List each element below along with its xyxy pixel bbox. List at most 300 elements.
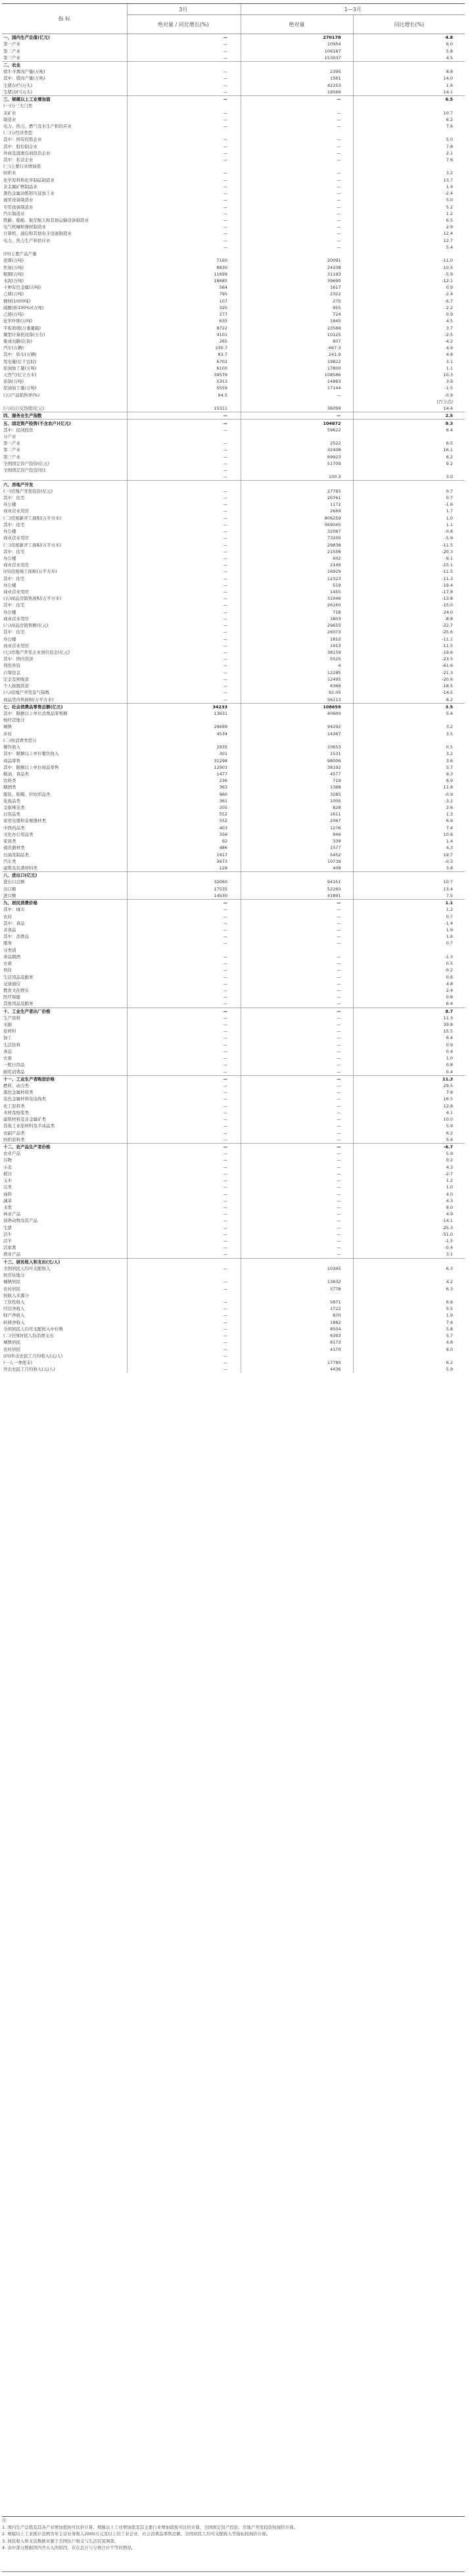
table-row [2,967,465,973]
row-label: 焦炭(万吨) [3,264,24,270]
ytd-value: — [241,973,353,980]
table-row [2,1177,465,1184]
table-row [2,501,465,508]
ytd-growth: -19.6 [353,649,465,656]
table-row [2,365,465,372]
table-row [2,1299,465,1305]
month-value: — [127,1055,239,1061]
table-row [2,1353,465,1359]
row-label: 蔬菜 [3,1198,12,1203]
ytd-value: 104872 [241,420,353,427]
row-label: 集成电路(亿块) [3,338,33,344]
table-row [2,1326,465,1332]
row-label: 交通通信 [3,981,20,986]
month-value: 635 [127,318,239,324]
row-label: 城镇 [3,724,12,730]
ytd-growth: -6.7 [353,1143,465,1150]
ytd-value: — [241,412,353,420]
table-row [2,933,465,940]
table-row [2,1258,465,1265]
month-value: — [127,1034,239,1041]
ytd-value: 4436 [241,1366,353,1373]
row-label: 九、居民消费价格 [2,900,127,907]
row-label: 衣着 [3,961,12,967]
ytd-growth [353,717,465,723]
ytd-growth: 4.0 [353,1190,465,1197]
row-label: 个人按揭贷款 [3,683,29,689]
month-value: — [127,1326,239,1332]
month-value: 39579 [127,372,239,378]
table-header [2,4,465,34]
month-value [127,481,239,488]
row-label: 自筹资金 [3,669,20,675]
table-row [2,278,465,284]
row-label: 原油加工量(万吨) [3,385,37,391]
ytd-growth: 0.6 [353,973,465,980]
ytd-growth: 6.3 [353,1285,465,1292]
table-row [2,865,465,872]
ytd-growth: 1.9 [353,927,465,933]
ytd-growth: 5.0 [353,197,465,203]
ytd-value: — [241,1048,353,1055]
month-value: — [127,589,239,595]
ytd-growth [353,947,465,954]
row-label: 其中：国内贷款 [3,656,34,662]
row-label: 电力、热力生产和供应业 [3,237,51,243]
ytd-growth: 6.0 [353,41,465,47]
ytd-value: 241.9 [241,351,353,358]
row-label: 餐饮收入 [3,744,20,750]
month-value: — [127,622,239,629]
table-row [2,1082,465,1089]
month-value: — [127,177,239,183]
ytd-growth: -8.8 [353,616,465,622]
ytd-growth: 5.9 [353,1366,465,1373]
row-label: 其中：住宅 [3,575,25,581]
month-value: — [127,906,239,913]
ytd-value: 2395 [241,68,353,75]
ytd-growth: 0.8 [353,1061,465,1068]
table-row [2,1150,465,1157]
ytd-value: 1561 [241,75,353,82]
table-row [2,831,465,838]
ytd-value: 41891 [241,892,353,900]
ytd-value: 1005 [241,798,353,804]
month-value: 5313 [127,378,239,385]
ytd-value: — [241,933,353,940]
ytd-growth: 6.5 [353,95,465,103]
month-value [127,163,239,170]
month-value: 4534 [127,731,239,737]
ytd-value: 23566 [241,324,353,331]
ytd-value: 519 [241,582,353,589]
table-row [2,555,465,562]
ytd-value: 38192 [241,764,353,771]
row-label: 汽车类 [3,858,16,864]
ytd-growth: 5.8 [353,47,465,54]
row-label: 二、农业 [2,61,127,68]
ytd-growth: 3.9 [353,378,465,385]
month-value: — [127,548,239,555]
ytd-value: 275 [241,298,353,304]
ytd-growth: -1.4 [353,920,465,927]
ytd-growth [353,737,465,744]
ytd-value: — [241,230,353,237]
row-label: 办公楼 [3,609,16,615]
ytd-growth: 3.5 [353,703,465,710]
month-value: — [127,920,239,927]
row-label: 六、房地产开发 [2,481,127,488]
ytd-value: — [241,927,353,933]
ytd-growth: 3.2 [353,723,465,730]
month-value: — [127,669,239,676]
ytd-growth: 39.8 [353,1021,465,1028]
row-label: 粗钢(万吨) [3,271,24,277]
row-label: 饲养动物及其产品 [3,1218,37,1224]
ytd-growth: 1.1 [353,522,465,528]
ytd-growth: 29.5 [353,1082,465,1089]
table-row [2,197,465,203]
table-row [2,392,465,399]
row-label: 其中：限额以上单位商品零售 [3,764,59,770]
table-row [2,251,465,257]
ytd-growth: -5.9 [353,535,465,541]
ytd-value: 1812 [241,635,353,642]
ytd-value: 38159 [241,649,353,656]
month-value [127,103,239,109]
row-label: 其中：国有控股企业 [3,137,42,143]
ytd-value: — [241,1129,353,1136]
table-row [2,298,465,304]
ytd-growth [353,103,465,109]
ytd-growth: -10.5 [353,264,465,270]
ytd-value: 10954 [241,41,353,47]
table-row [2,123,465,130]
table-row [2,1272,465,1278]
row-label: 汽车(万辆) [3,345,24,351]
table-row [2,1292,465,1299]
table-row [2,717,465,723]
ytd-value: 1722 [241,1305,353,1312]
note-line: 1. 国内生产总值及其各产业增加值按可比价计算，规模以上工业增加值及其主要行业增加值按可比价计算，全国固定资产投资、房地产开发投资按现价计算。 [2,2524,298,2530]
ytd-value: 10345 [241,1265,353,1272]
table-row [2,798,465,804]
ytd-growth: 0.8 [353,994,465,1000]
row-label: 其中：住宅 [3,522,25,527]
row-label: 农村居民 [3,1346,20,1352]
month-value: 1477 [127,771,239,777]
month-value: 230.7 [127,345,239,351]
ytd-value: — [241,224,353,230]
ytd-growth: -23.5 [353,656,465,662]
ytd-growth [353,1353,465,1359]
row-label: 农副产品类 [3,1130,25,1136]
ytd-growth: 5.5 [353,1305,465,1312]
ytd-growth: 14.1 [353,89,465,96]
month-value: 31298 [127,757,239,764]
month-value: — [127,987,239,994]
table-row [2,1231,465,1238]
ytd-value: — [241,994,353,1000]
row-label: 外出农民工月均收入(元/人) [3,1367,55,1373]
row-label: 黑色金属冶炼和压延加工业 [3,191,55,197]
ytd-value: — [241,1150,353,1157]
table-row [2,224,465,230]
table-row [2,1164,465,1171]
row-label: 生猪 [3,1225,12,1230]
ytd-growth: 1.1 [353,900,465,907]
row-label [2,399,127,405]
ytd-growth: 11.3 [353,1015,465,1021]
ytd-growth [353,433,465,440]
ytd-value: 100.3 [241,474,353,481]
row-label: 第二产业 [3,48,20,54]
ytd-growth: 5.7 [353,764,465,771]
table-row [2,1028,465,1034]
row-label: 服务 [3,940,12,946]
ytd-growth: 12.4 [353,230,465,237]
row-label: 玉米 [3,1178,12,1184]
table-row [2,947,465,954]
notes-section [2,2516,465,2552]
row-label: 十二、农产品生产者价格 [2,1143,127,1150]
ytd-value: 1388 [241,784,353,790]
row-label: 外商及港澳台商投资企业 [3,150,51,156]
ytd-growth: 1.2 [353,906,465,913]
table-row [2,385,465,391]
table-row [2,811,465,817]
month-value: — [127,967,239,973]
ytd-value: — [241,1171,353,1177]
month-value [127,737,239,744]
ytd-growth: 4.8 [353,981,465,987]
ytd-value: 17780 [241,1359,353,1366]
ytd-value: 5525 [241,656,353,662]
row-label: 加工 [3,1035,12,1041]
ytd-growth: 6.4 [353,1000,465,1008]
table-row [2,954,465,960]
ytd-value: — [241,1042,353,1048]
ytd-growth: -14.5 [353,689,465,696]
ytd-growth: 12.8 [353,1103,465,1109]
row-label: 活羊 [3,1238,12,1244]
month-value: 29699 [127,723,239,730]
row-label: 农业产品 [3,1151,20,1157]
row-label: 商业营业用房 [3,616,29,621]
ytd-growth: 6.6 [353,1299,465,1305]
ytd-value: — [241,1096,353,1102]
row-label: 全国固定资产投资(亿元) [3,460,50,466]
table-row [2,508,465,514]
month-value: 6100 [127,365,239,372]
row-label: (二)分经济类型 [3,130,33,136]
row-label: 服装、鞋帽、针纺织品类 [3,791,51,797]
ytd-value: — [241,136,353,143]
row-label: 专用设备制造业 [3,204,34,210]
row-label: 化工原料类 [3,1103,25,1109]
month-value: — [127,143,239,150]
month-value: — [127,1231,239,1238]
ytd-value: 51709 [241,460,353,467]
ytd-value: — [241,913,353,919]
table-row [2,1225,465,1231]
month-value: — [127,602,239,608]
ytd-growth: 5.0 [353,136,465,143]
ytd-value: 270178 [241,34,353,41]
row-label [2,244,127,251]
table-row [2,1319,465,1326]
ytd-growth: 6.5 [353,217,465,224]
note-line: 4. 表中部分数据因四舍五入的原因，存在总计与分项合计不等的情况。 [2,2545,136,2550]
row-label: 水果 [3,1204,12,1210]
ytd-growth: 5.4 [353,1136,465,1144]
month-value: — [127,1000,239,1008]
ytd-value: 12323 [241,575,353,582]
ytd-value: — [241,1136,353,1144]
row-label: 一般日用品 [3,1062,25,1068]
table-row [2,203,465,210]
month-value [127,1292,239,1299]
ytd-growth: 3.5 [353,731,465,737]
ytd-growth: -2.4 [353,291,465,297]
ytd-value: 56113 [241,696,353,703]
row-label: 生产资料 [3,1015,20,1021]
row-label: 按常住地分 [3,1273,25,1278]
ytd-value: — [241,1034,353,1041]
ytd-growth: 7.8 [353,143,465,150]
month-value: — [127,656,239,662]
row-label: 其他用品及服务 [3,1001,34,1007]
ytd-value: 2669 [241,508,353,514]
ytd-growth: -0.4 [353,1244,465,1251]
table-row [2,244,465,251]
ytd-growth: -0.3 [353,858,465,865]
ytd-growth: -25.6 [353,629,465,635]
row-label: 采矿业 [3,110,16,116]
table-row [2,900,465,907]
month-value: — [127,933,239,940]
table-row [2,338,465,345]
month-value: 92 [127,838,239,844]
ytd-growth: -3.2 [353,798,465,804]
month-value: — [127,1143,239,1150]
ytd-value: — [241,1089,353,1096]
row-label: 通用设备制造业 [3,197,34,203]
month-value: 13631 [127,710,239,717]
ytd-growth: -1.6 [353,501,465,508]
table-row [2,541,465,548]
row-label: 汽车制造业 [3,210,25,216]
ytd-value: — [241,967,353,973]
ytd-growth: 13.7 [353,177,465,183]
row-label: (一)分三大门类 [3,103,33,109]
ytd-growth: 16.5 [353,1096,465,1102]
row-label: (六)出口交货值(亿元) [3,406,45,412]
ytd-growth: 8.0 [353,1346,465,1352]
month-value: — [127,927,239,933]
month-value: — [127,1103,239,1109]
month-value: 17535 [127,886,239,892]
ytd-value: 1617 [241,284,353,291]
ytd-growth: 6.5 [353,440,465,447]
table-row [2,183,465,190]
table-row [2,750,465,757]
ytd-value: 98006 [241,757,353,764]
table-row [2,95,465,103]
ytd-value: 19822 [241,358,353,365]
row-label: 工资性收入 [3,1300,25,1305]
ytd-value: — [241,1075,353,1082]
ytd-growth: 4.8 [353,351,465,358]
ytd-value: — [241,987,353,994]
table-row [2,109,465,116]
table-row [2,731,465,737]
month-value: 12903 [127,764,239,771]
ytd-growth: 1.2 [353,1177,465,1184]
row-label: 非食品 [3,927,16,933]
table-row [2,1251,465,1258]
ytd-value: — [241,183,353,190]
table-row [2,960,465,967]
table-row [2,1265,465,1272]
table-row [2,1211,465,1217]
ytd-value: — [241,1143,353,1150]
table-row [2,662,465,669]
row-label: 其中：民间投资 [3,427,34,433]
row-label: 钢材(1000吨) [3,298,31,304]
month-value: — [127,1198,239,1204]
month-value: — [127,501,239,508]
month-value: 128 [127,865,239,872]
ytd-growth: 10.6 [353,831,465,838]
ytd-value: — [241,920,353,927]
ytd-growth: 7.5 [353,892,465,900]
month-value: — [127,123,239,130]
month-value: — [127,440,239,447]
ytd-growth: -14.1 [353,1217,465,1224]
ytd-value: — [241,1008,353,1015]
table-row [2,1008,465,1015]
table-row [2,143,465,150]
ytd-value: 36099 [241,405,353,412]
ytd-value: 21558 [241,548,353,555]
table-row [2,488,465,495]
table-row [2,764,465,771]
ytd-value: 32408 [241,447,353,453]
ytd-growth: 6.2 [353,116,465,123]
ytd-value: — [241,1061,353,1068]
table-row [2,61,465,68]
row-label: 分产业 [3,434,16,440]
table-row [2,710,465,717]
table-row [2,433,465,440]
table-row [2,1339,465,1346]
ytd-growth: 13.4 [353,886,465,892]
ytd-growth: 1.6 [353,933,465,940]
row-label: 石油及制品类 [3,852,29,858]
table-row [2,696,465,703]
ytd-growth: 12.7 [353,237,465,244]
table-row [2,1204,465,1211]
month-value: — [127,1366,239,1373]
table-row [2,68,465,75]
ytd-value: 13832 [241,1278,353,1285]
row-label: (八)房地产开发景气指数 [3,690,50,696]
table-body [2,34,465,1373]
ytd-growth: 6.2 [353,1129,465,1136]
row-label: 第三产业 [3,454,20,460]
table-row [2,351,465,358]
